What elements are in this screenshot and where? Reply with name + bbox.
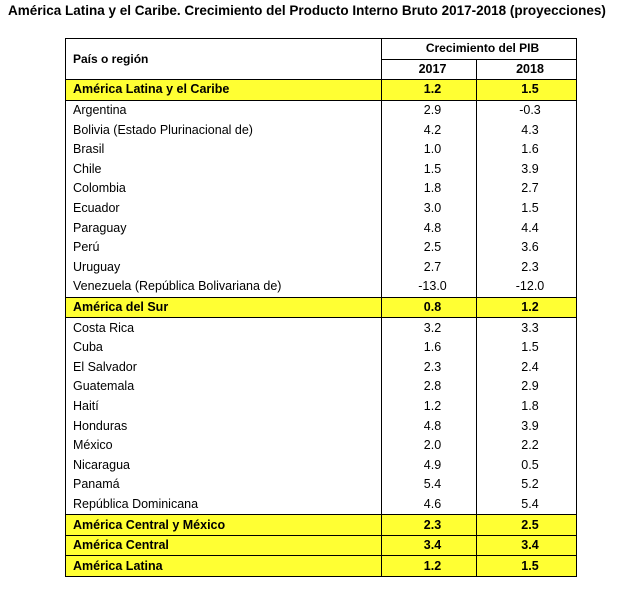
- value-2017-cell: 4.9: [382, 455, 477, 475]
- country-cell: Bolivia (Estado Plurinacional de): [66, 120, 382, 140]
- table-row: [66, 358, 577, 378]
- table-row: [66, 455, 577, 475]
- summary-row: [66, 515, 577, 536]
- value-2018-cell: 1.5: [477, 556, 577, 577]
- table-row: [66, 140, 577, 160]
- country-cell: República Dominicana: [66, 495, 382, 515]
- value-2017-cell: 3.2: [382, 318, 477, 338]
- value-2018-cell: 1.5: [477, 80, 577, 101]
- country-cell: Nicaragua: [66, 455, 382, 475]
- summary-row: [66, 556, 577, 577]
- value-2018-cell: 3.4: [477, 535, 577, 556]
- value-2018-cell: 3.6: [477, 238, 577, 258]
- value-2018-cell: 3.9: [477, 160, 577, 180]
- value-2018-cell: 0.5: [477, 455, 577, 475]
- country-cell: Colombia: [66, 179, 382, 199]
- value-2018-cell: 4.3: [477, 120, 577, 140]
- country-cell: Costa Rica: [66, 318, 382, 338]
- summary-row: [66, 80, 577, 101]
- value-2018-cell: 2.9: [477, 377, 577, 397]
- value-2017-cell: 1.2: [382, 80, 477, 101]
- table-row: [66, 436, 577, 456]
- value-2017-cell: 1.6: [382, 338, 477, 358]
- value-2018-cell: 2.5: [477, 515, 577, 536]
- table-row: [66, 397, 577, 417]
- gdp-growth-group-header: Crecimiento del PIB: [382, 39, 577, 60]
- value-2017-cell: 1.2: [382, 397, 477, 417]
- value-2018-cell: 1.2: [477, 297, 577, 318]
- table-row: [66, 416, 577, 436]
- country-cell: Cuba: [66, 338, 382, 358]
- table-row: [66, 495, 577, 515]
- country-cell: Brasil: [66, 140, 382, 160]
- value-2017-cell: 4.8: [382, 416, 477, 436]
- table-row: [66, 258, 577, 278]
- value-2017-cell: -13.0: [382, 277, 477, 297]
- table-row: [66, 218, 577, 238]
- year-2017-header: 2017: [382, 59, 477, 80]
- value-2017-cell: 2.5: [382, 238, 477, 258]
- country-cell: América Central: [66, 535, 382, 556]
- value-2018-cell: 2.3: [477, 258, 577, 278]
- value-2017-cell: 1.2: [382, 556, 477, 577]
- value-2017-cell: 5.4: [382, 475, 477, 495]
- country-cell: América Central y México: [66, 515, 382, 536]
- value-2018-cell: 1.5: [477, 338, 577, 358]
- value-2017-cell: 4.2: [382, 120, 477, 140]
- value-2018-cell: 3.3: [477, 318, 577, 338]
- country-cell: Ecuador: [66, 199, 382, 219]
- country-cell: Chile: [66, 160, 382, 180]
- value-2018-cell: 1.6: [477, 140, 577, 160]
- value-2017-cell: 2.7: [382, 258, 477, 278]
- country-cell: Venezuela (República Bolivariana de): [66, 277, 382, 297]
- value-2017-cell: 2.0: [382, 436, 477, 456]
- value-2018-cell: 3.9: [477, 416, 577, 436]
- table-row: [66, 199, 577, 219]
- country-cell: Haití: [66, 397, 382, 417]
- value-2017-cell: 4.8: [382, 218, 477, 238]
- value-2018-cell: 1.5: [477, 199, 577, 219]
- value-2018-cell: 4.4: [477, 218, 577, 238]
- summary-row: [66, 297, 577, 318]
- country-cell: América Latina y el Caribe: [66, 80, 382, 101]
- value-2018-cell: -0.3: [477, 100, 577, 120]
- table-row: [66, 238, 577, 258]
- country-column-header: País o región: [66, 39, 382, 80]
- country-cell: Panamá: [66, 475, 382, 495]
- country-cell: México: [66, 436, 382, 456]
- value-2018-cell: 5.2: [477, 475, 577, 495]
- country-cell: Argentina: [66, 100, 382, 120]
- table-row: [66, 338, 577, 358]
- value-2017-cell: 4.6: [382, 495, 477, 515]
- value-2017-cell: 2.3: [382, 358, 477, 378]
- table-row: [66, 377, 577, 397]
- value-2018-cell: 1.8: [477, 397, 577, 417]
- year-2018-header: 2018: [477, 59, 577, 80]
- table-row: [66, 179, 577, 199]
- value-2017-cell: 1.0: [382, 140, 477, 160]
- value-2017-cell: 3.4: [382, 535, 477, 556]
- value-2018-cell: -12.0: [477, 277, 577, 297]
- table-row: [66, 277, 577, 297]
- country-cell: El Salvador: [66, 358, 382, 378]
- value-2018-cell: 5.4: [477, 495, 577, 515]
- gdp-growth-table: [65, 38, 577, 577]
- table-row: [66, 318, 577, 338]
- table-row: [66, 475, 577, 495]
- table-row: [66, 120, 577, 140]
- summary-row: [66, 535, 577, 556]
- table-row: [66, 160, 577, 180]
- value-2017-cell: 2.9: [382, 100, 477, 120]
- value-2017-cell: 3.0: [382, 199, 477, 219]
- country-cell: Honduras: [66, 416, 382, 436]
- value-2017-cell: 1.8: [382, 179, 477, 199]
- table-row: [66, 100, 577, 120]
- value-2017-cell: 2.8: [382, 377, 477, 397]
- value-2017-cell: 0.8: [382, 297, 477, 318]
- country-cell: Paraguay: [66, 218, 382, 238]
- value-2017-cell: 2.3: [382, 515, 477, 536]
- value-2018-cell: 2.4: [477, 358, 577, 378]
- country-cell: Guatemala: [66, 377, 382, 397]
- value-2018-cell: 2.2: [477, 436, 577, 456]
- value-2018-cell: 2.7: [477, 179, 577, 199]
- country-cell: América Latina: [66, 556, 382, 577]
- value-2017-cell: 1.5: [382, 160, 477, 180]
- document-title: América Latina y el Caribe. Crecimiento del Producto Interno Bruto 2017-2018 (proyecciones): [8, 3, 606, 18]
- country-cell: Uruguay: [66, 258, 382, 278]
- country-cell: América del Sur: [66, 297, 382, 318]
- country-cell: Perú: [66, 238, 382, 258]
